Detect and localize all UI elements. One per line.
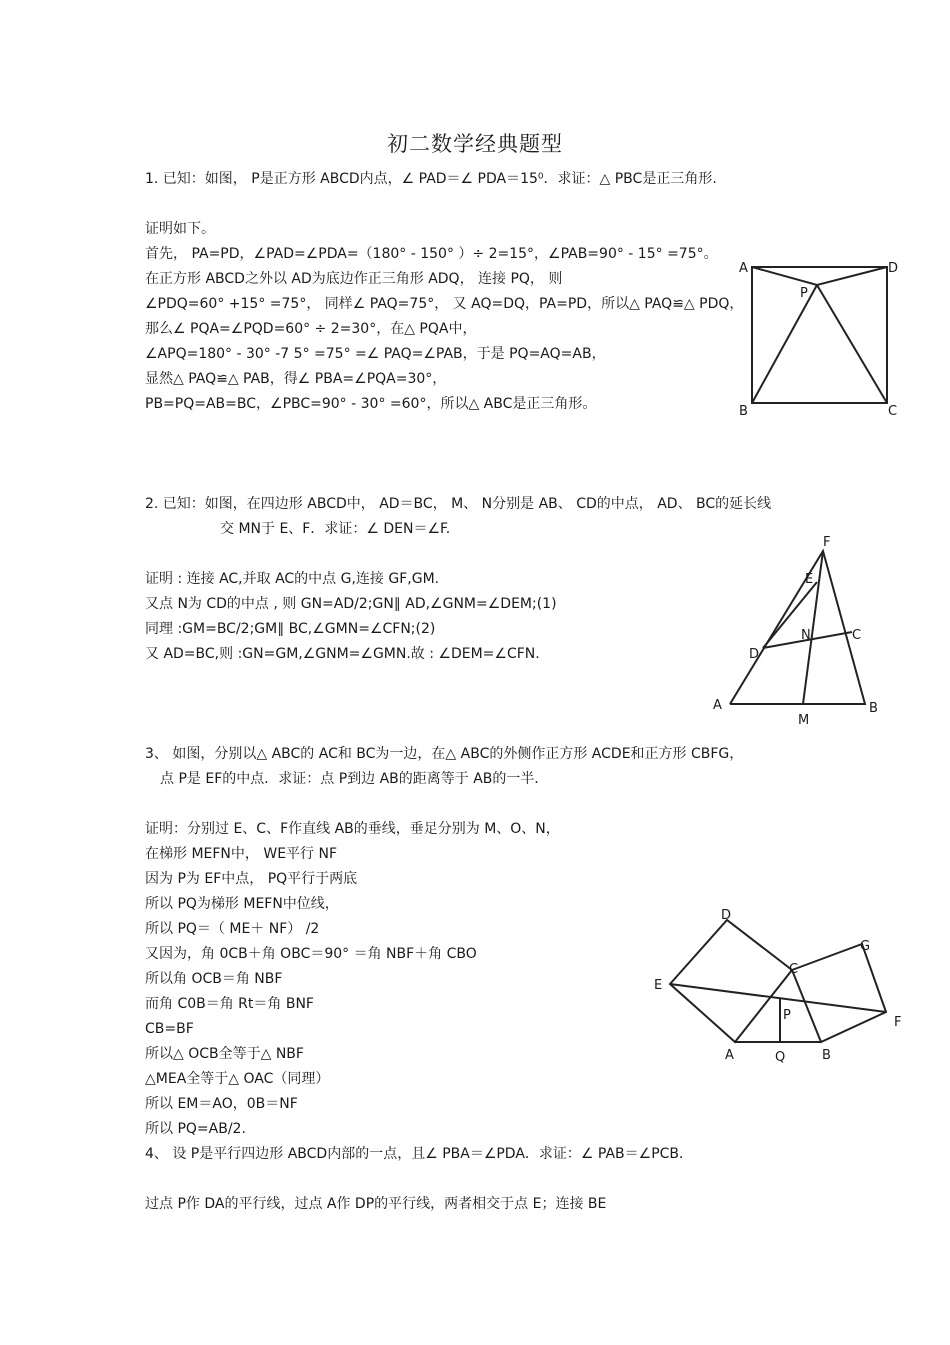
problem3-proof-line: 所以 PQ为梯形 MEFN中位线，	[145, 896, 339, 912]
label-c: C	[789, 962, 799, 977]
problem1-statement: 1. 已知：如图， P是正方形 ABCD内点，∠ PAD＝∠ PDA＝15⁰．求证：△ PBC是正三角形.	[145, 171, 717, 187]
problem1-proof-line: 那么∠ PQA=∠PQD=60° ÷ 2=30°，在△ PQA中，	[145, 321, 477, 337]
triangle-afb	[730, 551, 865, 704]
label-c: C	[888, 404, 898, 419]
label-a: A	[713, 698, 722, 713]
label-b: B	[869, 701, 878, 716]
problem3-proof-line: 所以△ OCB全等于△ NBF	[145, 1046, 304, 1062]
problem3-proof-line: 在梯形 MEFN中， WE平行 NF	[145, 846, 338, 862]
problem3-proof-line: CB=BF	[145, 1021, 194, 1037]
label-d: D	[888, 261, 899, 276]
problem1-proof-line: 显然△ PAQ≌△ PAB，得∠ PBA=∠PQA=30°，	[145, 371, 447, 387]
problem4-proof-line: 过点 P作 DA的平行线，过点 A作 DP的平行线，两者相交于点 E；连接 BE	[145, 1196, 607, 1212]
problem2-proof-line: 同理 :GM=BC/2;GM∥ BC,∠GMN=∠CFN;(2)	[145, 621, 436, 637]
label-c: C	[852, 628, 862, 643]
problem1-proof-line: PB=PQ=AB=BC，∠PBC=90° - 30° =60°，所以△ ABC是正三角形。	[145, 396, 597, 412]
segment-pc	[817, 285, 887, 403]
label-p: P	[783, 1008, 791, 1023]
square-figure	[735, 255, 910, 420]
problem1-proof-line: 在正方形 ABCD之外以 AD为底边作正三角形 ADQ， 连接 PQ， 则	[145, 271, 563, 287]
problem2-proof-line: 又点 N为 CD的中点 , 则 GN=AD/2;GN∥ AD,∠GNM=∠DEM;(1)	[145, 596, 557, 612]
problem3-proof-line: 而角 C0B＝角 Rt＝角 BNF	[145, 996, 314, 1012]
problem2-proof-line: 又 AD=BC,则 :GN=GM,∠GNM=∠GMN.故 : ∠DEM=∠CFN.	[145, 646, 540, 662]
label-f: F	[894, 1015, 902, 1030]
problem2-proof-line: 证明 : 连接 AC,并取 AC的中点 G,连接 GF,GM.	[145, 571, 440, 587]
label-a: A	[725, 1048, 734, 1063]
label-a: A	[739, 261, 748, 276]
problem3-proof-line: 所以角 OCB＝角 NBF	[145, 971, 283, 987]
triangle-apd	[752, 267, 887, 285]
square-acde	[670, 920, 792, 1042]
problem3-proof-line: 所以 PQ＝（ ME＋ NF） /2	[145, 921, 320, 937]
problem3-proof-line: 又因为，角 0CB＋角 OBC＝90° ＝角 NBF＋角 CBO	[145, 946, 477, 962]
problem4-statement: 4、 设 P是平行四边形 ABCD内部的一点，且∠ PBA＝∠PDA．求证：∠ PAB＝∠PCB．	[145, 1146, 694, 1162]
problem3-proof-line: 证明：分别过 E、C、F作直线 AB的垂线，垂足分别为 M、O、N，	[145, 821, 560, 837]
problem1-proof-line: 首先， PA=PD，∠PAD=∠PDA=（180° - 150° ）÷ 2=15°，∠PAB=90° - 15° =75°。	[145, 246, 718, 262]
problem3-proof-line: 因为 P为 EF中点， PQ平行于两底	[145, 871, 358, 887]
label-n: N	[801, 628, 811, 643]
problem3-proof-line: 所以 PQ=AB/2.	[145, 1121, 246, 1137]
problem3-proof-line: △MEA全等于△ OAC（同理）	[145, 1071, 330, 1087]
problem2-statement-continued: 交 MN于 E、F．求证：∠ DEN＝∠F.	[220, 521, 451, 537]
label-e: E	[654, 978, 663, 993]
problem3-statement: 3、 如图，分别以△ ABC的 AC和 BC为一边，在△ ABC的外侧作正方形 ACDE和正方形 CBFG，	[145, 746, 744, 762]
label-p: P	[800, 286, 808, 301]
page-title: 初二数学经典题型	[387, 132, 563, 156]
segment-pb	[752, 285, 817, 403]
square-cbfg	[792, 944, 886, 1042]
label-b: B	[739, 404, 748, 419]
label-d: D	[721, 908, 732, 923]
label-m: M	[798, 713, 810, 728]
problem3-proof-line: 所以 EM＝AO，0B＝NF	[145, 1096, 298, 1112]
problem2-statement: 2. 已知：如图，在四边形 ABCD中， AD＝BC， M、 N分别是 AB、 CD的中点， AD、 BC的延长线	[145, 496, 772, 512]
label-b: B	[822, 1048, 831, 1063]
problem1-proof-line: ∠APQ=180° - 30° -7 5° =75° =∠ PAQ=∠PAB，于是 PQ=AQ=AB，	[145, 346, 606, 362]
label-d: D	[749, 647, 760, 662]
label-q: Q	[775, 1050, 786, 1065]
problem1-proof-line: ∠PDQ=60° +15° =75°， 同样∠ PAQ=75°， 又 AQ=DQ，PA=PD，所以△ PAQ≌△ PDQ，	[145, 296, 744, 312]
problem1-proof-line: 证明如下。	[145, 221, 215, 237]
squares-figure	[645, 900, 910, 1070]
label-f: F	[823, 535, 831, 550]
label-e: E	[805, 572, 814, 587]
label-g: G	[860, 939, 871, 954]
problem3-statement-continued: 点 P是 EF的中点．求证：点 P到边 AB的距离等于 AB的一半．	[160, 771, 549, 787]
quadrilateral-figure	[705, 530, 890, 730]
